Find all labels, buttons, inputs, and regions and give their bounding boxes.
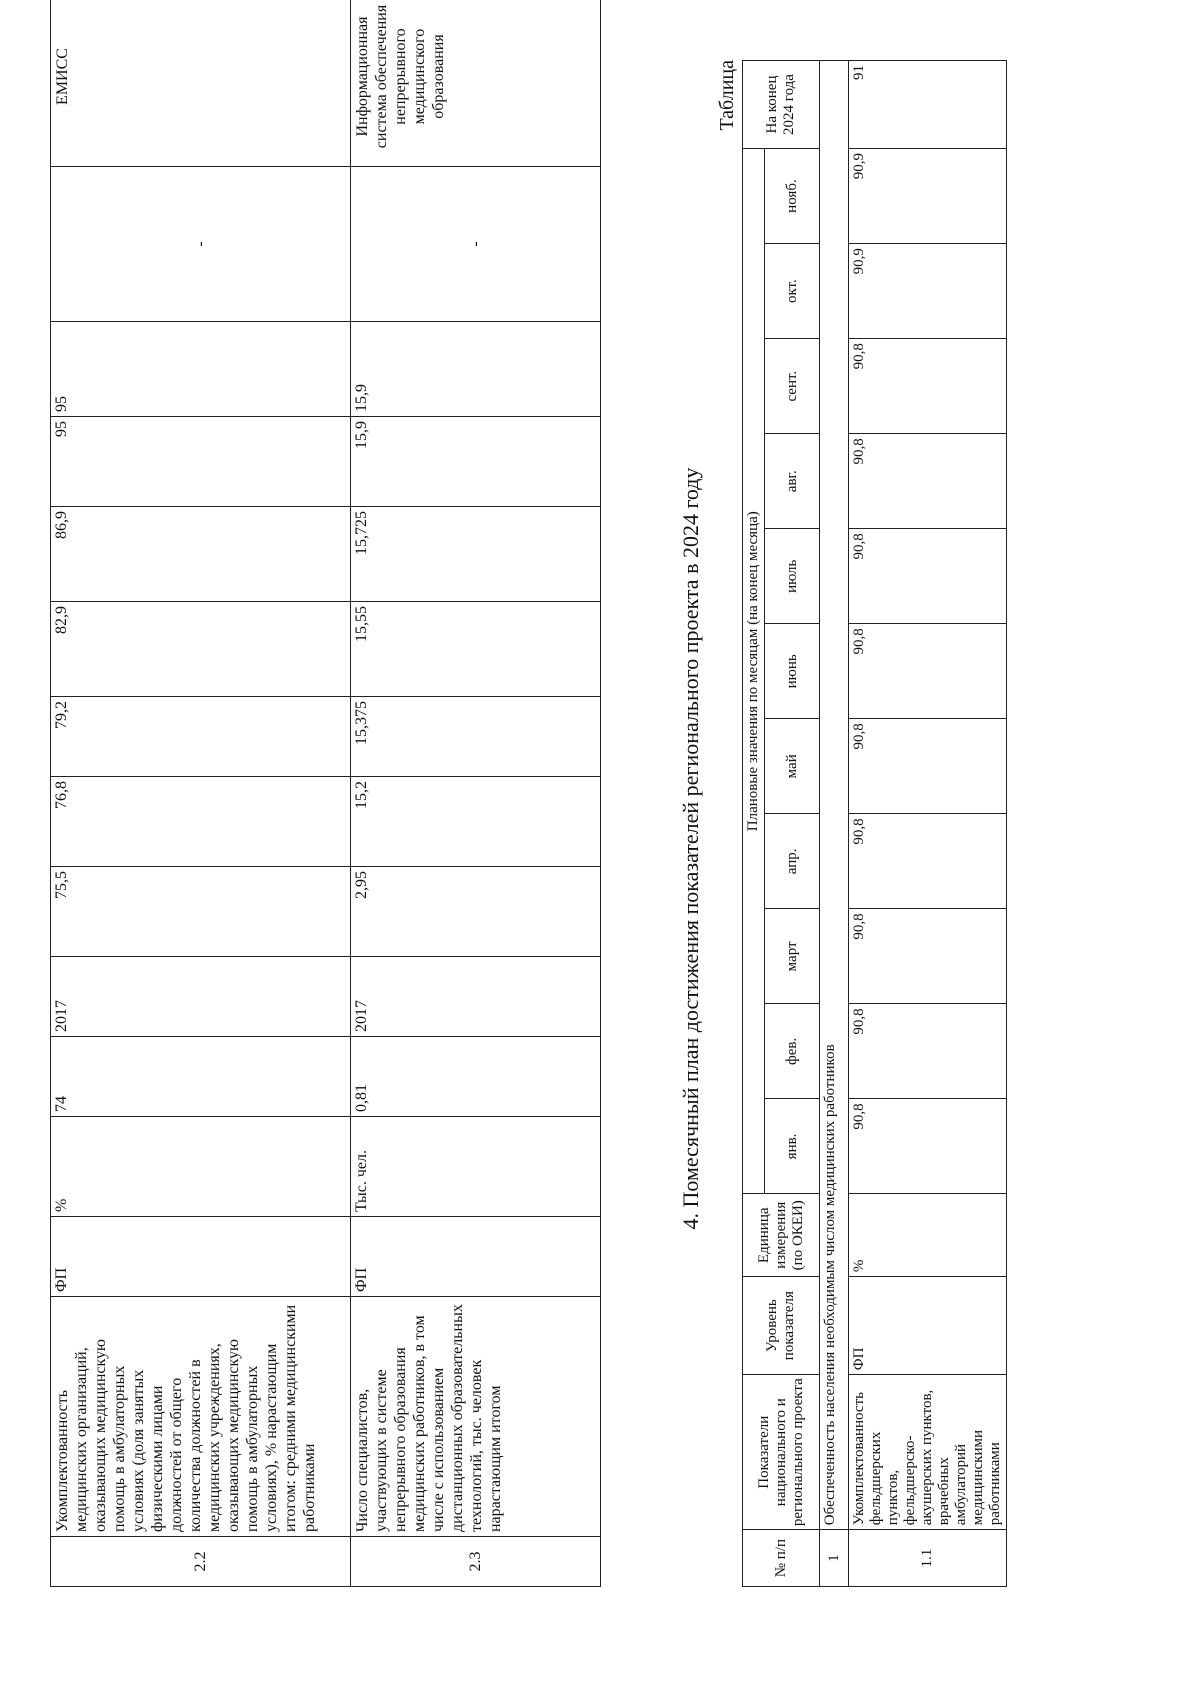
indicator-level: ФП <box>51 1217 351 1297</box>
table-row <box>351 0 601 1587</box>
month-value: 90,8 <box>849 1099 1007 1194</box>
header-month: апр. <box>765 814 820 909</box>
section-number: 1 <box>820 1530 849 1587</box>
header-month: сент. <box>765 339 820 434</box>
value-2019: 75,5 <box>51 867 351 957</box>
month-value: 90,8 <box>849 529 1007 624</box>
value-2025: 95 <box>51 322 351 417</box>
month-value: 90,8 <box>849 624 1007 719</box>
indicator-unit: % <box>51 1117 351 1217</box>
month-value: 90,8 <box>849 719 1007 814</box>
header-row <box>743 61 765 1587</box>
month-value: 90,8 <box>849 434 1007 529</box>
base-value: 0,81 <box>351 1037 601 1117</box>
header-month: май <box>765 719 820 814</box>
value-2022: 82,9 <box>51 602 351 697</box>
header-month: авг. <box>765 434 820 529</box>
header-month: июль <box>765 529 820 624</box>
indicator-name: Число специалистов, участвующих в системе непрерывного образования медицинских работников, в том числе с использованием дистанционных образовательных технологий, тыс. человек нарастающим итогом <box>351 1297 601 1537</box>
month-value: 90,9 <box>849 148 1007 243</box>
row-number: 2.3 <box>351 1537 601 1587</box>
value-2025: 15,9 <box>351 322 601 417</box>
indicator-unit: Тыс. чел. <box>351 1117 601 1217</box>
row-number: 1.1 <box>849 1530 1007 1587</box>
value-2022: 15,55 <box>351 602 601 697</box>
header-month: фев. <box>765 1004 820 1099</box>
value-2021: 15,375 <box>351 697 601 777</box>
section-title: 4. Помесячный план достижения показателей регионального проекта в 2024 году <box>678 467 703 1230</box>
end-year-value: 91 <box>849 61 1007 149</box>
value-2024: 15,9 <box>351 417 601 507</box>
data-source: Информационная система обеспечения непрерывного медицинского образования <box>351 0 601 167</box>
header-month: янв. <box>765 1099 820 1194</box>
header-month: март <box>765 909 820 1004</box>
table-row <box>51 0 351 1587</box>
header-indicator: Показатели национального и регионального проекта <box>743 1375 820 1530</box>
month-value: 90,8 <box>849 909 1007 1004</box>
header-level: Уровень показателя <box>743 1277 820 1375</box>
monthly-plan-table <box>742 60 1007 1587</box>
indicator-level: ФП <box>849 1277 1007 1375</box>
indicator-name: Укомплектованность медицинских организаций, оказывающих медицинскую помощь в амбулаторных условиях (доля занятых физическими лицами должностей от общего количества должностей в медицинских учреждениях, оказывающих медицинскую помощь в амбулаторных условиях), % нарастающим итогом: средними медицинскими работниками <box>51 1297 351 1537</box>
header-month: июнь <box>765 624 820 719</box>
value-2021: 79,2 <box>51 697 351 777</box>
table-row <box>849 61 1007 1587</box>
data-source: ЕМИСС <box>51 0 351 167</box>
value-2020: 15,2 <box>351 777 601 867</box>
month-value: 90,9 <box>849 244 1007 339</box>
header-planned-values: Плановые значения по месяцам (на конец месяца) <box>743 148 765 1193</box>
row-number: 2.2 <box>51 1537 351 1587</box>
value-2024: 95 <box>51 417 351 507</box>
header-month: нояб. <box>765 148 820 243</box>
indicators-table-continued <box>50 0 601 1587</box>
indicator-name: Укомплектованность фельдшерских пунктов, фельдшерско-акушерских пунктов, врачебных амбулаторий медицинскими работниками <box>849 1375 1007 1530</box>
month-value: 90,8 <box>849 1004 1007 1099</box>
empty-dash: - <box>51 167 351 322</box>
indicator-unit: % <box>849 1194 1007 1277</box>
header-unit: Единица измерения (по ОКЕИ) <box>743 1194 820 1277</box>
table-caption: Таблица <box>716 60 738 131</box>
section-heading: Обеспеченность населения необходимым числом медицинских работников <box>820 61 849 1530</box>
value-2023: 86,9 <box>51 507 351 602</box>
header-number: № п/п <box>743 1530 820 1587</box>
value-2020: 76,8 <box>51 777 351 867</box>
month-value: 90,8 <box>849 339 1007 434</box>
value-2019: 2,95 <box>351 867 601 957</box>
header-month: окт. <box>765 244 820 339</box>
header-end-year: На конец 2024 года <box>743 61 820 149</box>
month-value: 90,8 <box>849 814 1007 909</box>
base-year: 2017 <box>351 957 601 1037</box>
base-year: 2017 <box>51 957 351 1037</box>
indicator-level: ФП <box>351 1217 601 1297</box>
base-value: 74 <box>51 1037 351 1117</box>
empty-dash: - <box>351 167 601 322</box>
section-row <box>820 61 849 1587</box>
value-2023: 15,725 <box>351 507 601 602</box>
